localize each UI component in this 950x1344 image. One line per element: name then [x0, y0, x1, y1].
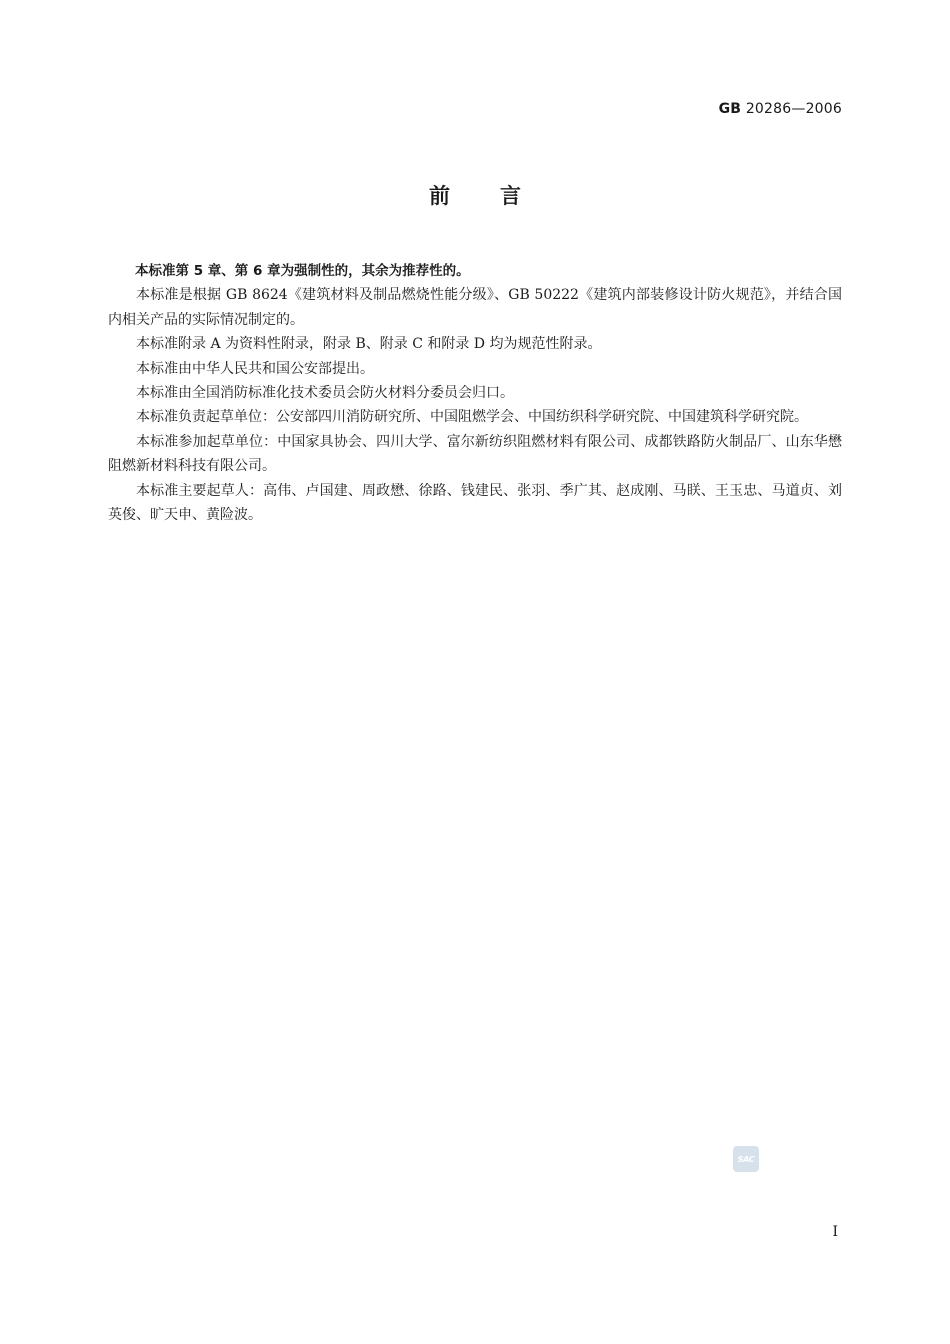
- paragraph-mandatory-clause: 本标准第 5 章、第 6 章为强制性的，其余为推荐性的。: [135, 263, 470, 279]
- paragraph-annexes: 本标准附录 A 为资料性附录，附录 B、附录 C 和附录 D 均为规范性附录。: [136, 336, 602, 353]
- sac-watermark-logo: SAC: [733, 1146, 759, 1172]
- paragraph-basis: 本标准是根据 GB 8624《建筑材料及制品燃烧性能分级》、GB 50222《建筑内部装修设计防火规范》，并结合国内相关产品的实际情况制定的。: [108, 287, 842, 328]
- paragraph-administrator: 本标准由全国消防标准化技术委员会防火材料分委员会归口。: [136, 385, 514, 402]
- paragraph-participating-drafters: 本标准参加起草单位：中国家具协会、四川大学、富尔新纺织阻燃材料有限公司、成都铁路防火制品厂、山东华懋阻燃新材料科技有限公司。: [108, 433, 842, 475]
- foreword-body: [108, 259, 842, 527]
- standard-prefix: GB: [718, 101, 742, 117]
- page-number: I: [832, 1224, 838, 1240]
- paragraph-proposer: 本标准由中华人民共和国公安部提出。: [136, 360, 374, 377]
- page-title: 前言: [429, 184, 571, 208]
- paragraph-lead-drafters: 本标准负责起草单位：公安部四川消防研究所、中国阻燃学会、中国纺织科学研究院、中国建筑科学研究院。: [136, 409, 808, 426]
- standard-code: [719, 101, 842, 117]
- paragraph-main-authors: 本标准主要起草人：高伟、卢国建、周政懋、徐路、钱建民、张羽、季广其、赵成刚、马眹、王玉忠、马道贞、刘英俊、旷天申、黄险波。: [108, 482, 842, 524]
- standard-number: 20286—2006: [745, 101, 842, 117]
